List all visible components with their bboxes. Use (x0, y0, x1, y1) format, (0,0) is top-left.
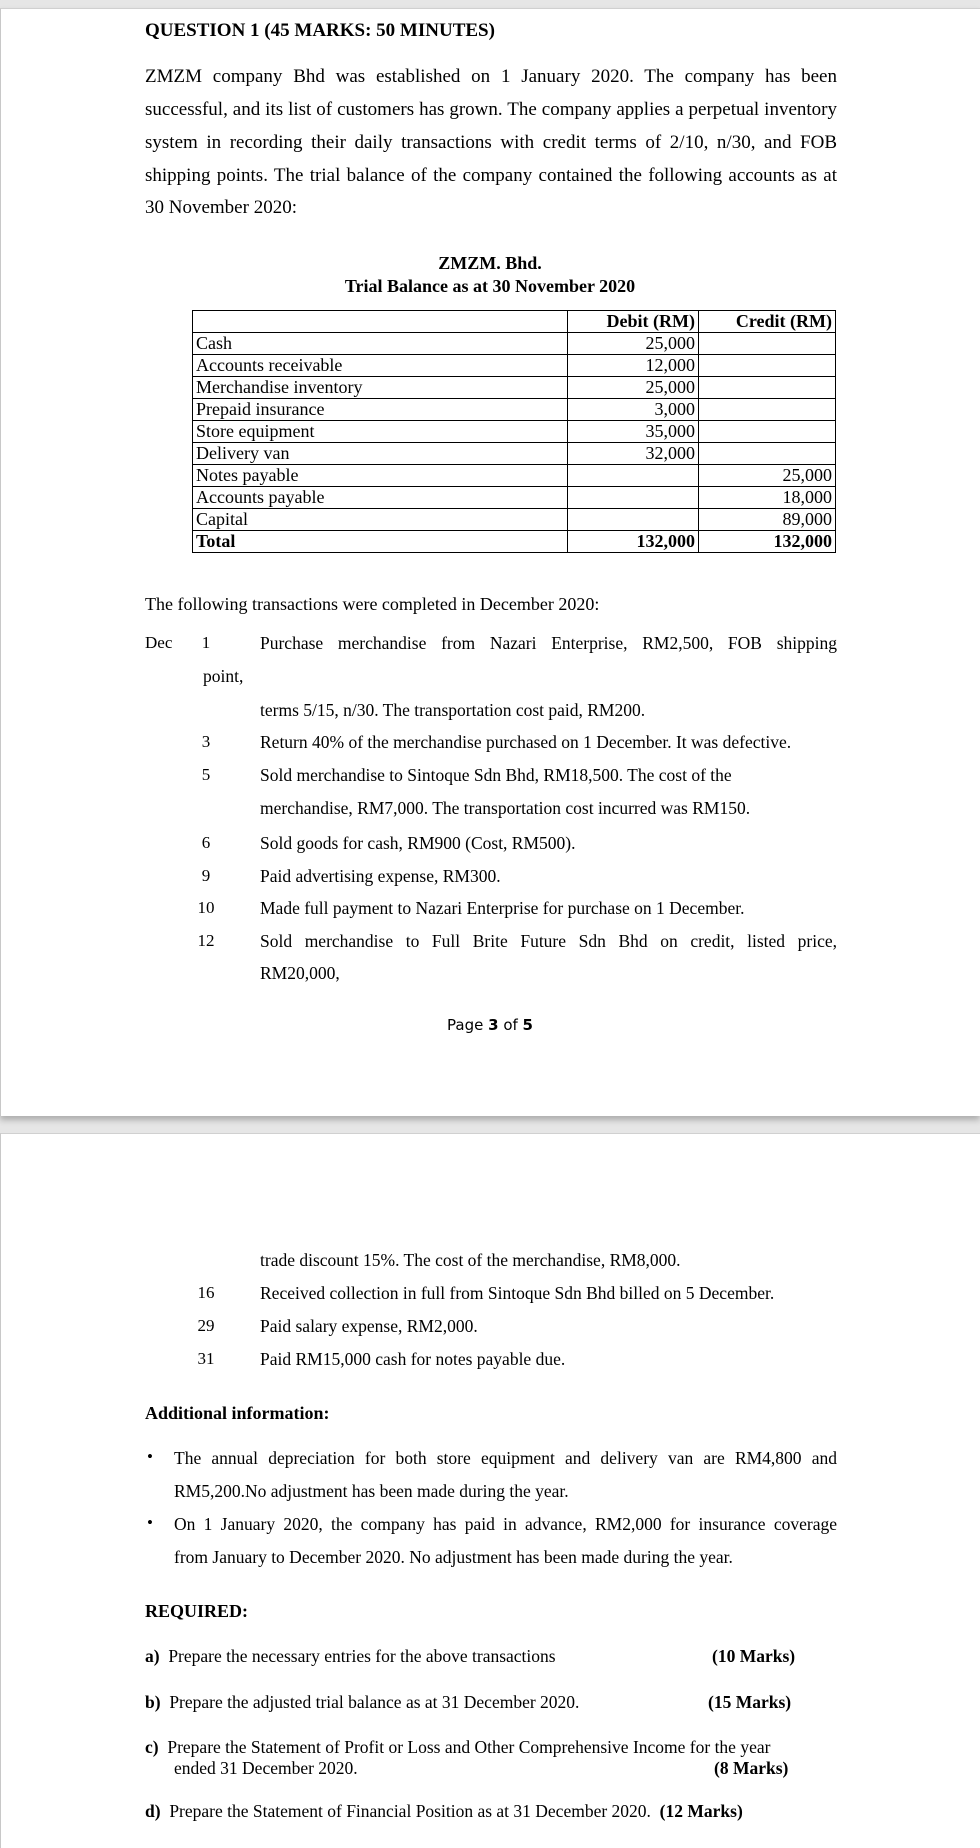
transaction-text: terms 5/15, n/30. The transportation cost paid, RM200. (260, 700, 646, 720)
account-name: Merchandise inventory (193, 377, 568, 399)
account-name: Notes payable (193, 465, 568, 487)
day-31: 31 (197, 1349, 215, 1368)
month-label: Dec (145, 633, 173, 652)
table-row (193, 421, 836, 443)
header-cell (193, 311, 568, 333)
day-12: 12 (197, 931, 215, 950)
marks-c: (8 Marks) (714, 1758, 789, 1778)
account-name: Accounts payable (193, 487, 568, 509)
transaction-text: Paid salary expense, RM2,000. (260, 1316, 478, 1336)
required-item-d (145, 1800, 743, 1822)
footer-text: of (498, 1016, 523, 1034)
transaction-text: RM20,000, (260, 963, 340, 983)
bullet-icon: • (147, 1447, 153, 1466)
debit-value (568, 509, 699, 531)
required-heading: REQUIRED: (145, 1601, 249, 1621)
header-credit: Credit (RM) (699, 311, 836, 333)
additional-text: The annual depreciation for both store equipment and delivery van are RM4,800 and (174, 1448, 837, 1468)
day-5: 5 (201, 765, 211, 784)
required-item-a (145, 1645, 556, 1667)
question-title: QUESTION 1 (45 MARKS: 50 MINUTES) (145, 20, 495, 41)
company-name: ZMZM. Bhd. (438, 253, 542, 273)
marks-d: (12 Marks) (659, 1801, 743, 1821)
total-debit: 132,000 (568, 531, 699, 553)
intro-line: system in recording their daily transactions with credit terms of 2/10, n/30, and FOB (145, 132, 837, 153)
transaction-text: Sold merchandise to Sintoque Sdn Bhd, RM18,500. The cost of the (260, 765, 732, 785)
additional-text: RM5,200.No adjustment has been made during the year. (174, 1481, 569, 1501)
trial-balance-title: Trial Balance as at 30 November 2020 (344, 276, 636, 296)
day-6: 6 (201, 833, 211, 852)
table-row (193, 487, 836, 509)
footer-text: Page (447, 1016, 489, 1034)
page-footer (0, 1016, 980, 1034)
marks-b: (15 Marks) (708, 1692, 792, 1712)
day-9: 9 (201, 866, 211, 885)
transaction-text: Received collection in full from Sintoque Sdn Bhd billed on 5 December. (260, 1283, 775, 1303)
table-row (193, 443, 836, 465)
item-label: d) (145, 1801, 161, 1821)
credit-value: 18,000 (699, 487, 836, 509)
credit-value (699, 399, 836, 421)
credit-value (699, 443, 836, 465)
debit-value: 25,000 (568, 377, 699, 399)
credit-value (699, 421, 836, 443)
day-1: 1 (201, 633, 211, 652)
table-row (193, 509, 836, 531)
trial-balance-table (192, 310, 836, 553)
table-header-row (193, 311, 836, 333)
account-name: Prepaid insurance (193, 399, 568, 421)
required-item-b (145, 1691, 579, 1713)
debit-value: 12,000 (568, 355, 699, 377)
bullet-icon: • (147, 1513, 153, 1532)
credit-value (699, 333, 836, 355)
intro-line: 30 November 2020: (145, 197, 297, 218)
credit-value (699, 377, 836, 399)
day-10: 10 (197, 898, 215, 917)
debit-value: 25,000 (568, 333, 699, 355)
debit-value: 35,000 (568, 421, 699, 443)
item-text: Prepare the adjusted trial balance as at 31 December 2020. (169, 1692, 580, 1712)
total-label: Total (193, 531, 568, 553)
transaction-text: point, (203, 666, 244, 686)
credit-value: 25,000 (699, 465, 836, 487)
transaction-text: Made full payment to Nazari Enterprise for purchase on 1 December. (260, 898, 745, 918)
transaction-text: Paid RM15,000 cash for notes payable due. (260, 1349, 566, 1369)
credit-value: 89,000 (699, 509, 836, 531)
transaction-text: Paid advertising expense, RM300. (260, 866, 501, 886)
account-name: Capital (193, 509, 568, 531)
transaction-text: trade discount 15%. The cost of the merchandise, RM8,000. (260, 1250, 681, 1270)
additional-text: from January to December 2020. No adjustment has been made during the year. (174, 1547, 733, 1567)
account-name: Cash (193, 333, 568, 355)
account-name: Delivery van (193, 443, 568, 465)
intro-line: ZMZM company Bhd was established on 1 January 2020. The company has been (145, 66, 837, 87)
header-debit: Debit (RM) (568, 311, 699, 333)
credit-value (699, 355, 836, 377)
table-total-row (193, 531, 836, 553)
table-row (193, 333, 836, 355)
marks-a: (10 Marks) (712, 1646, 796, 1666)
transaction-text: Return 40% of the merchandise purchased on 1 December. It was defective. (260, 732, 792, 752)
day-16: 16 (197, 1283, 215, 1302)
transaction-text: merchandise, RM7,000. The transportation cost incurred was RM150. (260, 798, 751, 818)
required-item-c (145, 1736, 770, 1758)
additional-heading: Additional information: (145, 1403, 330, 1423)
table-row (193, 399, 836, 421)
item-text: Prepare the Statement of Profit or Loss and Other Comprehensive Income for the year (167, 1737, 771, 1757)
debit-value: 3,000 (568, 399, 699, 421)
debit-value (568, 465, 699, 487)
transactions-intro: The following transactions were completed in December 2020: (145, 594, 600, 614)
intro-line: successful, and its list of customers has grown. The company applies a perpetual inventory (145, 99, 837, 120)
page-number: 3 (488, 1016, 499, 1034)
account-name: Accounts receivable (193, 355, 568, 377)
day-3: 3 (201, 732, 211, 751)
item-text: ended 31 December 2020. (174, 1758, 358, 1778)
item-text: Prepare the necessary entries for the above transactions (168, 1646, 556, 1666)
debit-value (568, 487, 699, 509)
day-29: 29 (197, 1316, 215, 1335)
item-label: c) (145, 1737, 159, 1757)
table-row (193, 377, 836, 399)
additional-text: On 1 January 2020, the company has paid in advance, RM2,000 for insurance coverage (174, 1514, 837, 1534)
table-row (193, 465, 836, 487)
transaction-text: Purchase merchandise from Nazari Enterprise, RM2,500, FOB shipping (260, 633, 837, 653)
item-text: Prepare the Statement of Financial Position as at 31 December 2020. (169, 1801, 651, 1821)
transaction-text: Sold merchandise to Full Brite Future Sdn Bhd on credit, listed price, (260, 931, 837, 951)
debit-value: 32,000 (568, 443, 699, 465)
transaction-text: Sold goods for cash, RM900 (Cost, RM500). (260, 833, 576, 853)
table-row (193, 355, 836, 377)
page-total: 5 (522, 1016, 533, 1034)
account-name: Store equipment (193, 421, 568, 443)
item-label: a) (145, 1646, 160, 1666)
item-label: b) (145, 1692, 161, 1712)
total-credit: 132,000 (699, 531, 836, 553)
intro-line: shipping points. The trial balance of the company contained the following accounts as at (145, 165, 837, 186)
